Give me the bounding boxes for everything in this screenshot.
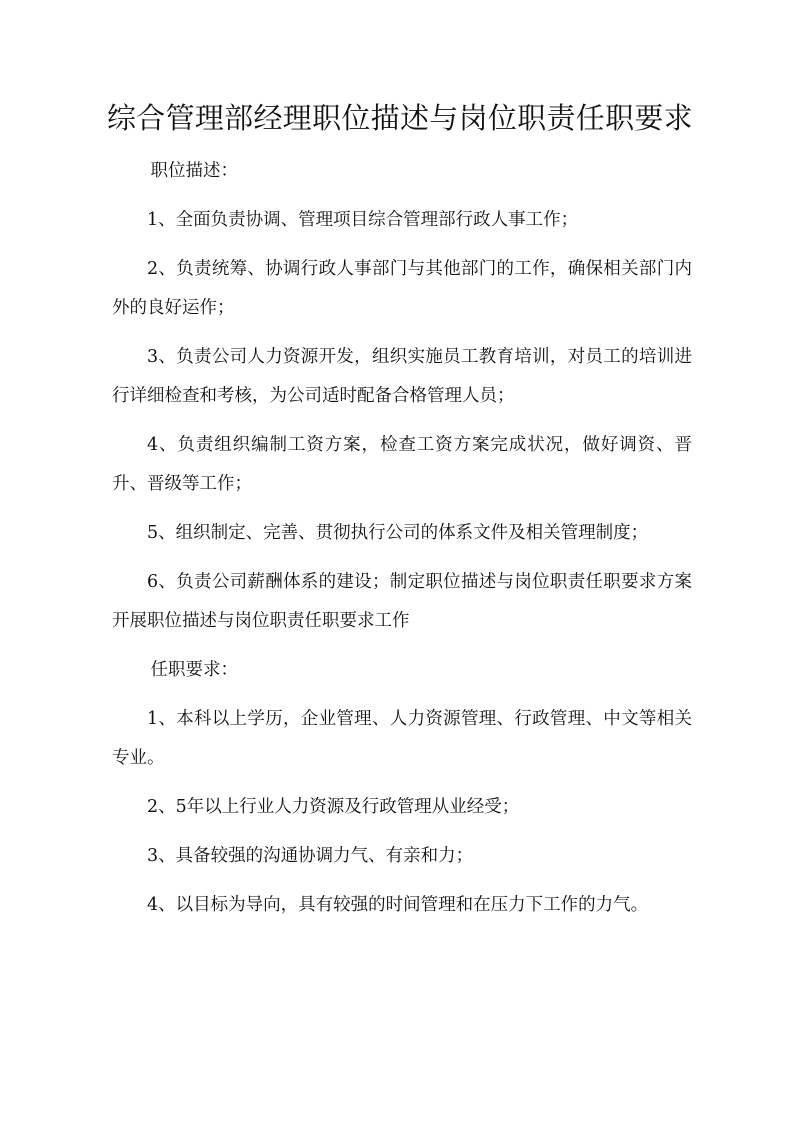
duty-item-1: 1、全面负责协调、管理项目综合管理部行政人事工作； (147, 210, 579, 230)
requirements-heading: 任职要求： (150, 660, 238, 680)
document-title: 综合管理部经理职位描述与岗位职责任职要求 (106, 101, 693, 135)
duty-item-2: 2、负责统筹、协调行政人事部门与其他部门的工作，确保相关部门内外的良好运作； (112, 259, 692, 318)
duty-item-3: 3、负责公司人力资源开发，组织实施员工教育培训，对员工的培训进行详细检查和考核，为公司适时配备合格管理人员； (112, 347, 692, 406)
requirement-item-2: 2、5年以上行业人力资源及行政管理从业经受； (147, 797, 520, 817)
duty-item-5: 5、组织制定、完善、贯彻执行公司的体系文件及相关管理制度； (147, 523, 649, 543)
duty-item-4: 4、负责组织编制工资方案，检查工资方案完成状况，做好调资、晋升、晋级等工作； (112, 435, 692, 494)
requirement-item-1: 1、本科以上学历，企业管理、人力资源管理、行政管理、中文等相关专业。 (112, 709, 692, 768)
requirement-item-4: 4、以目标为导向，具有较强的时间管理和在压力下工作的力气。 (147, 895, 649, 915)
duties-heading: 职位描述： (150, 161, 238, 181)
duty-item-6: 6、负责公司薪酬体系的建设；制定职位描述与岗位职责任职要求方案开展职位描述与岗位职责任职要求工作 (112, 572, 692, 631)
requirement-item-3: 3、具备较强的沟通协调力气、有亲和力； (147, 846, 474, 866)
document-body (112, 152, 692, 935)
